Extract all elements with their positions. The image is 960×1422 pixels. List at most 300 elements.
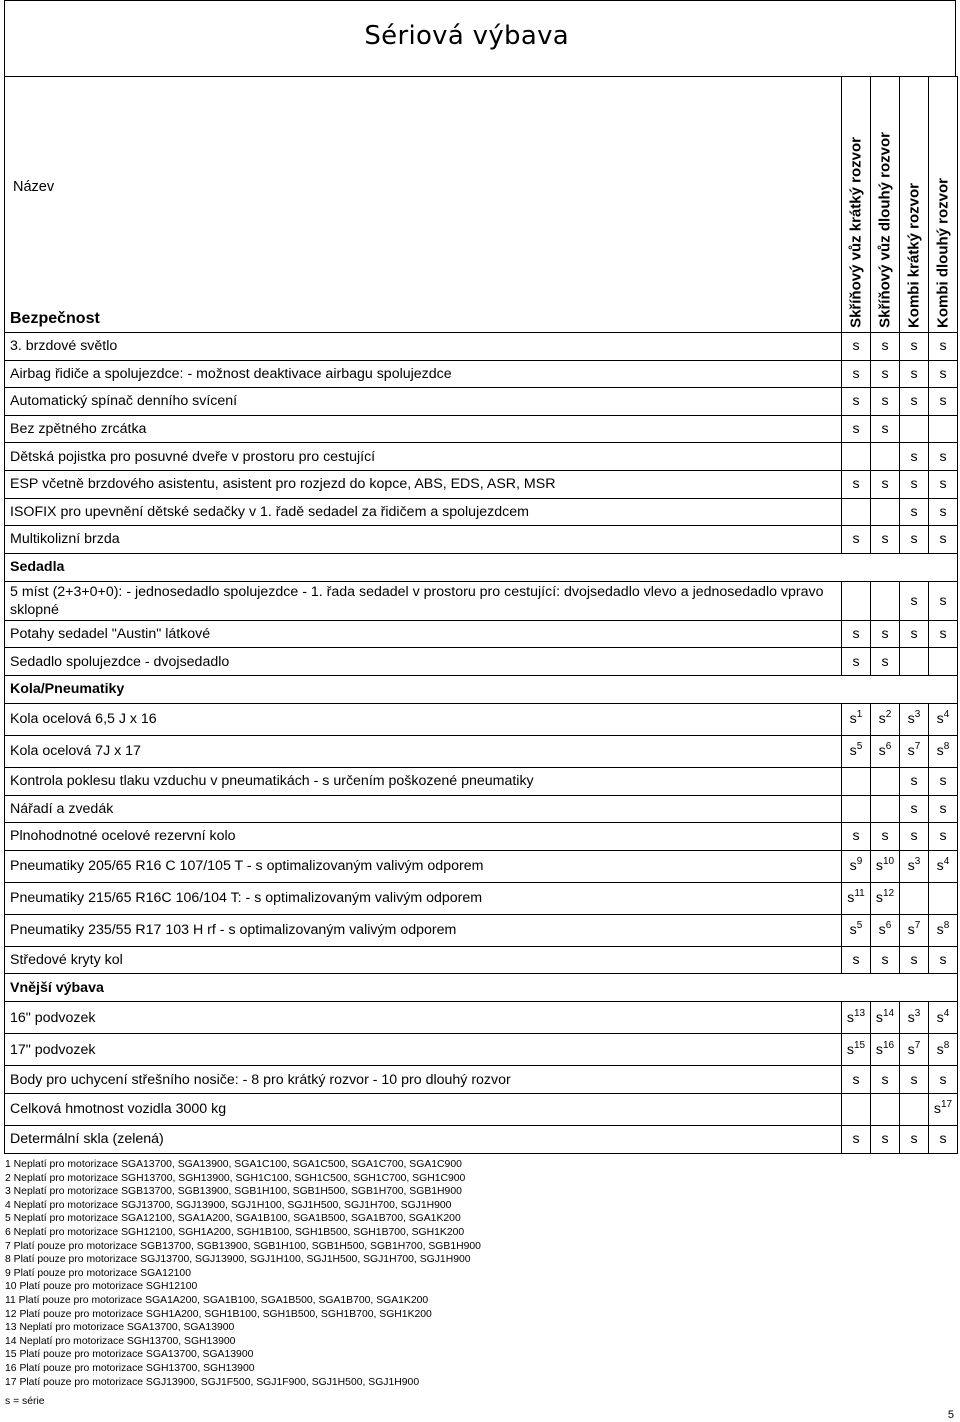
value-mark: s: [907, 1009, 915, 1026]
value-cell: [929, 882, 958, 914]
value-cell: [842, 415, 871, 443]
footnote: 14 Neplatí pro motorizace SGH13700, SGH13900: [5, 1335, 236, 1347]
equipment-name: Kola ocelová 6,5 J x 16: [5, 703, 842, 735]
column-header-skrinovy-kratky: [842, 77, 871, 333]
value-mark: s: [939, 338, 947, 355]
footnote-ref: 3: [914, 856, 921, 868]
value-cell: [871, 415, 900, 443]
value-mark: s: [910, 448, 918, 465]
value-cell: [900, 415, 929, 443]
table-row: [5, 703, 958, 735]
equipment-name: Multikolizní brzda: [5, 526, 842, 554]
value-cell: [871, 882, 900, 914]
value-cell: [929, 388, 958, 416]
value-mark: s: [881, 393, 889, 410]
value-mark: s: [881, 626, 889, 643]
value-mark: s: [849, 743, 857, 760]
value-mark: s: [933, 1101, 941, 1118]
table-row: [5, 1002, 958, 1034]
value-mark: s: [849, 711, 857, 728]
equipment-name: Bez zpětného zrcátka: [5, 415, 842, 443]
table-row: [5, 498, 958, 526]
equipment-name: Body pro uchycení střešního nosiče: - 8 pro krátký rozvor - 10 pro dlouhý rozvor: [5, 1066, 842, 1094]
value-mark: s: [907, 711, 915, 728]
footnote-ref: 9: [856, 856, 863, 868]
value-mark: s: [910, 952, 918, 969]
value-mark: s: [936, 711, 944, 728]
value-mark: s: [939, 503, 947, 520]
footnote: 5 Neplatí pro motorizace SGA12100, SGA1A200, SGA1B100, SGA1B500, SGA1B700, SGA1K200: [5, 1213, 461, 1225]
footnote-ref: 4: [943, 709, 950, 721]
footnote: 2 Neplatí pro motorizace SGH13700, SGH13900, SGH1C100, SGH1C500, SGH1C700, SGH1C900: [5, 1172, 466, 1184]
footnote-ref: 5: [856, 920, 863, 932]
section-title-bezpecnost: Bezpečnost: [10, 310, 100, 327]
value-cell: [929, 914, 958, 946]
footnote-ref: 1: [856, 709, 863, 721]
equipment-name: ESP včetně brzdového asistentu, asistent pro rozjezd do kopce, ABS, EDS, ASR, MSR: [5, 470, 842, 498]
column-header-label: Kombi krátký rozvor: [905, 182, 923, 328]
value-mark: s: [939, 828, 947, 845]
value-cell: [842, 882, 871, 914]
footnote-ref: 4: [943, 856, 950, 868]
value-cell: [900, 498, 929, 526]
value-mark: s: [907, 743, 915, 760]
value-cell: [900, 767, 929, 795]
value-cell: [900, 1066, 929, 1094]
column-header-kombi-kratky: [900, 77, 929, 333]
footnote-ref: 3: [914, 709, 921, 721]
table-row: [5, 1093, 958, 1125]
value-mark: s: [852, 1071, 860, 1088]
value-mark: s: [910, 1071, 918, 1088]
value-cell: [842, 581, 871, 620]
table-row: [5, 1034, 958, 1066]
footnote-ref: 17: [940, 1099, 953, 1111]
column-header-skrinovy-dlouhy: [871, 77, 900, 333]
value-cell: [900, 914, 929, 946]
footnote: 13 Neplatí pro motorizace SGA13700, SGA13900: [5, 1322, 235, 1334]
footnote-ref: 7: [914, 741, 921, 753]
table-row: [5, 795, 958, 823]
footnote-ref: 8: [943, 920, 950, 932]
value-cell: [929, 1093, 958, 1125]
equipment-name: 17" podvozek: [5, 1034, 842, 1066]
table-row: [5, 526, 958, 554]
value-cell: [929, 581, 958, 620]
value-cell: [900, 703, 929, 735]
equipment-name: Pneumatiky 205/65 R16 C 107/105 T - s optimalizovaným valivým odporem: [5, 850, 842, 882]
value-mark: s: [939, 1071, 947, 1088]
value-mark: s: [907, 1041, 915, 1058]
value-mark: s: [852, 653, 860, 670]
footnote-ref: 7: [914, 920, 921, 932]
equipment-name: Kontrola poklesu tlaku vzduchu v pneumatikách - s určením poškozené pneumatiky: [5, 767, 842, 795]
value-mark: s: [881, 365, 889, 382]
value-cell: [929, 360, 958, 388]
footnote-ref: 11: [854, 888, 865, 900]
value-cell: [900, 470, 929, 498]
equipment-name: 3. brzdové světlo: [5, 333, 842, 361]
value-mark: s: [939, 1131, 947, 1148]
value-mark: s: [907, 922, 915, 939]
equipment-name: Plnohodnotné ocelové rezervní kolo: [5, 823, 842, 851]
value-cell: [871, 648, 900, 676]
value-cell: [871, 850, 900, 882]
value-mark: s: [910, 393, 918, 410]
value-mark: s: [881, 653, 889, 670]
value-mark: s: [875, 858, 883, 875]
footnote-ref: 4: [943, 1007, 950, 1019]
section-row: [5, 974, 958, 1002]
equipment-name: Dětská pojistka pro posuvné dveře v prostoru pro cestující: [5, 443, 842, 471]
value-mark: s: [910, 773, 918, 790]
column-header-label: Kombi dlouhý rozvor: [934, 178, 952, 328]
value-mark: s: [939, 365, 947, 382]
value-mark: s: [910, 1131, 918, 1148]
value-mark: s: [910, 476, 918, 493]
value-mark: s: [910, 338, 918, 355]
value-cell: [929, 498, 958, 526]
table-row: [5, 581, 958, 620]
table-row: [5, 620, 958, 648]
value-mark: s: [875, 1041, 883, 1058]
column-header-name: Název: [13, 178, 55, 195]
page-number: 5: [947, 1409, 954, 1421]
value-mark: s: [881, 1071, 889, 1088]
value-cell: [929, 1066, 958, 1094]
value-mark: s: [936, 1009, 944, 1026]
value-cell: [871, 795, 900, 823]
value-cell: [871, 946, 900, 974]
value-cell: [842, 767, 871, 795]
value-mark: s: [852, 626, 860, 643]
value-mark: s: [852, 828, 860, 845]
value-cell: [871, 914, 900, 946]
value-mark: s: [910, 800, 918, 817]
value-cell: [871, 767, 900, 795]
equipment-name: Sedadlo spolujezdce - dvojsedadlo: [5, 648, 842, 676]
value-mark: s: [875, 1009, 883, 1026]
value-cell: [929, 767, 958, 795]
value-cell: [871, 1093, 900, 1125]
value-cell: [929, 1125, 958, 1153]
equipment-name: ISOFIX pro upevnění dětské sedačky v 1. řadě sedadel za řidičem a spolujezdcem: [5, 498, 842, 526]
table-row: [5, 1066, 958, 1094]
footnote: 10 Platí pouze pro motorizace SGH12100: [5, 1281, 198, 1293]
equipment-name: Středové kryty kol: [5, 946, 842, 974]
table-row: [5, 443, 958, 471]
value-cell: [842, 914, 871, 946]
value-mark: s: [910, 592, 918, 609]
value-cell: [842, 1002, 871, 1034]
table-row: [5, 914, 958, 946]
value-cell: [929, 443, 958, 471]
footnote-ref: 7: [914, 1039, 921, 1051]
value-cell: [900, 360, 929, 388]
value-cell: [871, 1066, 900, 1094]
value-mark: s: [910, 626, 918, 643]
table-row: [5, 823, 958, 851]
footnotes: [5, 1158, 481, 1389]
value-cell: [929, 526, 958, 554]
value-mark: s: [939, 531, 947, 548]
value-cell: [842, 360, 871, 388]
footnote: 12 Platí pouze pro motorizace SGH1A200, SGH1B100, SGH1B500, SGH1B700, SGH1K200: [5, 1308, 432, 1320]
equipment-name: Airbag řidiče a spolujezdce: - možnost deaktivace airbagu spolujezdce: [5, 360, 842, 388]
column-header-label: Skříňový vůz krátký rozvor: [847, 137, 865, 328]
value-mark: s: [846, 1041, 854, 1058]
page-title: Sériová výbava: [364, 21, 569, 51]
value-cell: [842, 443, 871, 471]
value-mark: s: [936, 858, 944, 875]
value-cell: [842, 795, 871, 823]
value-cell: [929, 415, 958, 443]
value-mark: s: [910, 531, 918, 548]
value-cell: [871, 498, 900, 526]
value-cell: [929, 620, 958, 648]
footnote-ref: 8: [943, 741, 950, 753]
value-cell: [842, 703, 871, 735]
equipment-table-body: [5, 77, 958, 1154]
footnote-ref: 6: [885, 741, 892, 753]
value-mark: s: [881, 338, 889, 355]
value-cell: [929, 333, 958, 361]
value-cell: [842, 648, 871, 676]
value-cell: [842, 498, 871, 526]
value-mark: s: [878, 711, 886, 728]
footnote: 11 Platí pouze pro motorizace SGA1A200, SGA1B100, SGA1B500, SGA1B700, SGA1K200: [5, 1294, 429, 1306]
value-cell: [900, 882, 929, 914]
value-mark: s: [875, 890, 883, 907]
value-cell: [871, 1034, 900, 1066]
value-cell: [900, 735, 929, 767]
value-mark: s: [852, 531, 860, 548]
value-cell: [871, 581, 900, 620]
equipment-name: Automatický spínač denního svícení: [5, 388, 842, 416]
value-cell: [871, 1125, 900, 1153]
value-mark: s: [939, 592, 947, 609]
table-row: [5, 850, 958, 882]
value-cell: [900, 581, 929, 620]
footnote: 6 Neplatí pro motorizace SGH12100, SGH1A200, SGH1B100, SGH1B500, SGH1B700, SGH1K200: [5, 1226, 465, 1238]
value-cell: [871, 388, 900, 416]
value-cell: [842, 1125, 871, 1153]
equipment-name: Potahy sedadel "Austin" látkové: [5, 620, 842, 648]
value-cell: [842, 526, 871, 554]
footnote-ref: 13: [853, 1007, 866, 1019]
section-title: Sedadla: [5, 553, 958, 581]
value-cell: [842, 470, 871, 498]
table-row: [5, 1125, 958, 1153]
value-mark: s: [939, 476, 947, 493]
page-title-box: [4, 0, 956, 77]
equipment-name: Pneumatiky 215/65 R16C 106/104 T: - s optimalizovaným valivým odporem: [5, 882, 842, 914]
footnote: 3 Neplatí pro motorizace SGB13700, SGB13900, SGB1H100, SGB1H500, SGB1H700, SGB1H900: [5, 1186, 462, 1198]
value-cell: [900, 1002, 929, 1034]
table-row: [5, 882, 958, 914]
value-cell: [900, 1034, 929, 1066]
value-mark: s: [881, 828, 889, 845]
equipment-name: 16" podvozek: [5, 1002, 842, 1034]
value-cell: [871, 1002, 900, 1034]
value-cell: [900, 850, 929, 882]
equipment-name: 5 míst (2+3+0+0): - jednosedadlo spolujezdce - 1. řada sedadel v prostoru pro cestující: dvojsedadlo vlevo a jednosedadlo vpravo sklopné: [5, 581, 842, 620]
value-cell: [842, 333, 871, 361]
value-cell: [900, 795, 929, 823]
footnote: 4 Neplatí pro motorizace SGJ13700, SGJ13900, SGJ1H100, SGJ1H500, SGJ1H700, SGJ1H900: [5, 1199, 452, 1211]
value-mark: s: [910, 828, 918, 845]
footnote-ref: 2: [885, 709, 892, 721]
table-row: [5, 735, 958, 767]
section-row: [5, 675, 958, 703]
value-cell: [842, 1034, 871, 1066]
column-header-label: Skříňový vůz dlouhý rozvor: [876, 132, 894, 328]
footnote-ref: 16: [882, 1039, 895, 1051]
value-cell: [900, 620, 929, 648]
value-mark: s: [878, 743, 886, 760]
value-cell: [842, 1093, 871, 1125]
value-cell: [871, 526, 900, 554]
value-mark: s: [852, 952, 860, 969]
value-mark: s: [847, 890, 855, 907]
value-cell: [900, 823, 929, 851]
value-cell: [900, 648, 929, 676]
value-cell: [871, 620, 900, 648]
table-row: [5, 648, 958, 676]
value-cell: [842, 823, 871, 851]
table-row: [5, 470, 958, 498]
footnote: 16 Platí pouze pro motorizace SGH13700, SGH13900: [5, 1362, 255, 1374]
value-cell: [929, 648, 958, 676]
value-cell: [871, 333, 900, 361]
section-title: Vnější výbava: [5, 974, 958, 1002]
section-row: [5, 553, 958, 581]
value-cell: [900, 1093, 929, 1125]
table-row: [5, 333, 958, 361]
equipment-table: [4, 76, 958, 1154]
value-cell: [929, 735, 958, 767]
value-cell: [842, 388, 871, 416]
value-cell: [842, 735, 871, 767]
value-mark: s: [881, 531, 889, 548]
footnote: 7 Platí pouze pro motorizace SGB13700, SGB13900, SGB1H100, SGB1H500, SGB1H700, SGB1H900: [5, 1240, 481, 1252]
value-mark: s: [936, 1041, 944, 1058]
footnote-ref: 14: [882, 1007, 895, 1019]
header-name-cell: [5, 77, 842, 333]
footnote-ref: 5: [856, 741, 863, 753]
footnote-ref: 12: [882, 888, 895, 900]
footnote-ref: 10: [882, 856, 895, 868]
value-mark: s: [849, 922, 857, 939]
footnote: 9 Platí pouze pro motorizace SGA12100: [5, 1267, 191, 1279]
value-mark: s: [849, 858, 857, 875]
value-mark: s: [939, 800, 947, 817]
value-mark: s: [852, 421, 860, 438]
table-row: [5, 946, 958, 974]
value-cell: [929, 823, 958, 851]
value-cell: [842, 946, 871, 974]
footnote-ref: 8: [943, 1039, 950, 1051]
value-cell: [900, 526, 929, 554]
table-header-row: [5, 77, 958, 333]
value-mark: s: [852, 338, 860, 355]
value-mark: s: [936, 743, 944, 760]
value-mark: s: [907, 858, 915, 875]
equipment-name: Determální skla (zelená): [5, 1125, 842, 1153]
footnote-ref: 6: [885, 920, 892, 932]
value-cell: [871, 735, 900, 767]
value-mark: s: [852, 365, 860, 382]
value-cell: [929, 946, 958, 974]
value-mark: s: [910, 365, 918, 382]
value-mark: s: [881, 421, 889, 438]
value-cell: [929, 795, 958, 823]
value-cell: [900, 443, 929, 471]
value-mark: s: [939, 626, 947, 643]
equipment-name: Pneumatiky 235/55 R17 103 H rf - s optimalizovaným valivým odporem: [5, 914, 842, 946]
value-mark: s: [939, 773, 947, 790]
value-cell: [900, 1125, 929, 1153]
value-mark: s: [852, 476, 860, 493]
footnote-ref: 15: [853, 1039, 866, 1051]
section-title: Kola/Pneumatiky: [5, 675, 958, 703]
table-row: [5, 360, 958, 388]
footnote-ref: 3: [914, 1007, 921, 1019]
value-cell: [929, 703, 958, 735]
value-cell: [871, 823, 900, 851]
legend: s = série: [5, 1396, 45, 1407]
footnote: 17 Platí pouze pro motorizace SGJ13900, SGJ1F500, SGJ1F900, SGJ1H500, SGJ1H900: [5, 1376, 420, 1388]
value-cell: [871, 470, 900, 498]
value-mark: s: [878, 922, 886, 939]
value-cell: [900, 946, 929, 974]
value-mark: s: [881, 476, 889, 493]
value-mark: s: [939, 448, 947, 465]
value-cell: [929, 470, 958, 498]
value-mark: s: [939, 952, 947, 969]
equipment-name: Nářadí a zvedák: [5, 795, 842, 823]
table-row: [5, 415, 958, 443]
value-cell: [929, 1002, 958, 1034]
value-cell: [871, 360, 900, 388]
value-mark: s: [939, 393, 947, 410]
value-cell: [871, 443, 900, 471]
value-mark: s: [936, 922, 944, 939]
value-mark: s: [852, 393, 860, 410]
value-mark: s: [881, 952, 889, 969]
table-row: [5, 388, 958, 416]
footnote: 15 Platí pouze pro motorizace SGA13700, SGA13900: [5, 1349, 254, 1361]
column-header-kombi-dlouhy: [929, 77, 958, 333]
value-cell: [929, 850, 958, 882]
value-cell: [842, 620, 871, 648]
equipment-name: Celková hmotnost vozidla 3000 kg: [5, 1093, 842, 1125]
footnote: 1 Neplatí pro motorizace SGA13700, SGA13900, SGA1C100, SGA1C500, SGA1C700, SGA1C900: [5, 1159, 462, 1170]
value-mark: s: [846, 1009, 854, 1026]
footnote: 8 Platí pouze pro motorizace SGJ13700, SGJ13900, SGJ1H100, SGJ1H500, SGJ1H700, SGJ1H900: [5, 1254, 471, 1266]
value-cell: [929, 1034, 958, 1066]
value-mark: s: [881, 1131, 889, 1148]
table-row: [5, 767, 958, 795]
value-mark: s: [852, 1131, 860, 1148]
value-cell: [842, 1066, 871, 1094]
value-cell: [871, 703, 900, 735]
value-mark: s: [910, 503, 918, 520]
value-cell: [900, 333, 929, 361]
value-cell: [842, 850, 871, 882]
value-cell: [900, 388, 929, 416]
equipment-name: Kola ocelová 7J x 17: [5, 735, 842, 767]
